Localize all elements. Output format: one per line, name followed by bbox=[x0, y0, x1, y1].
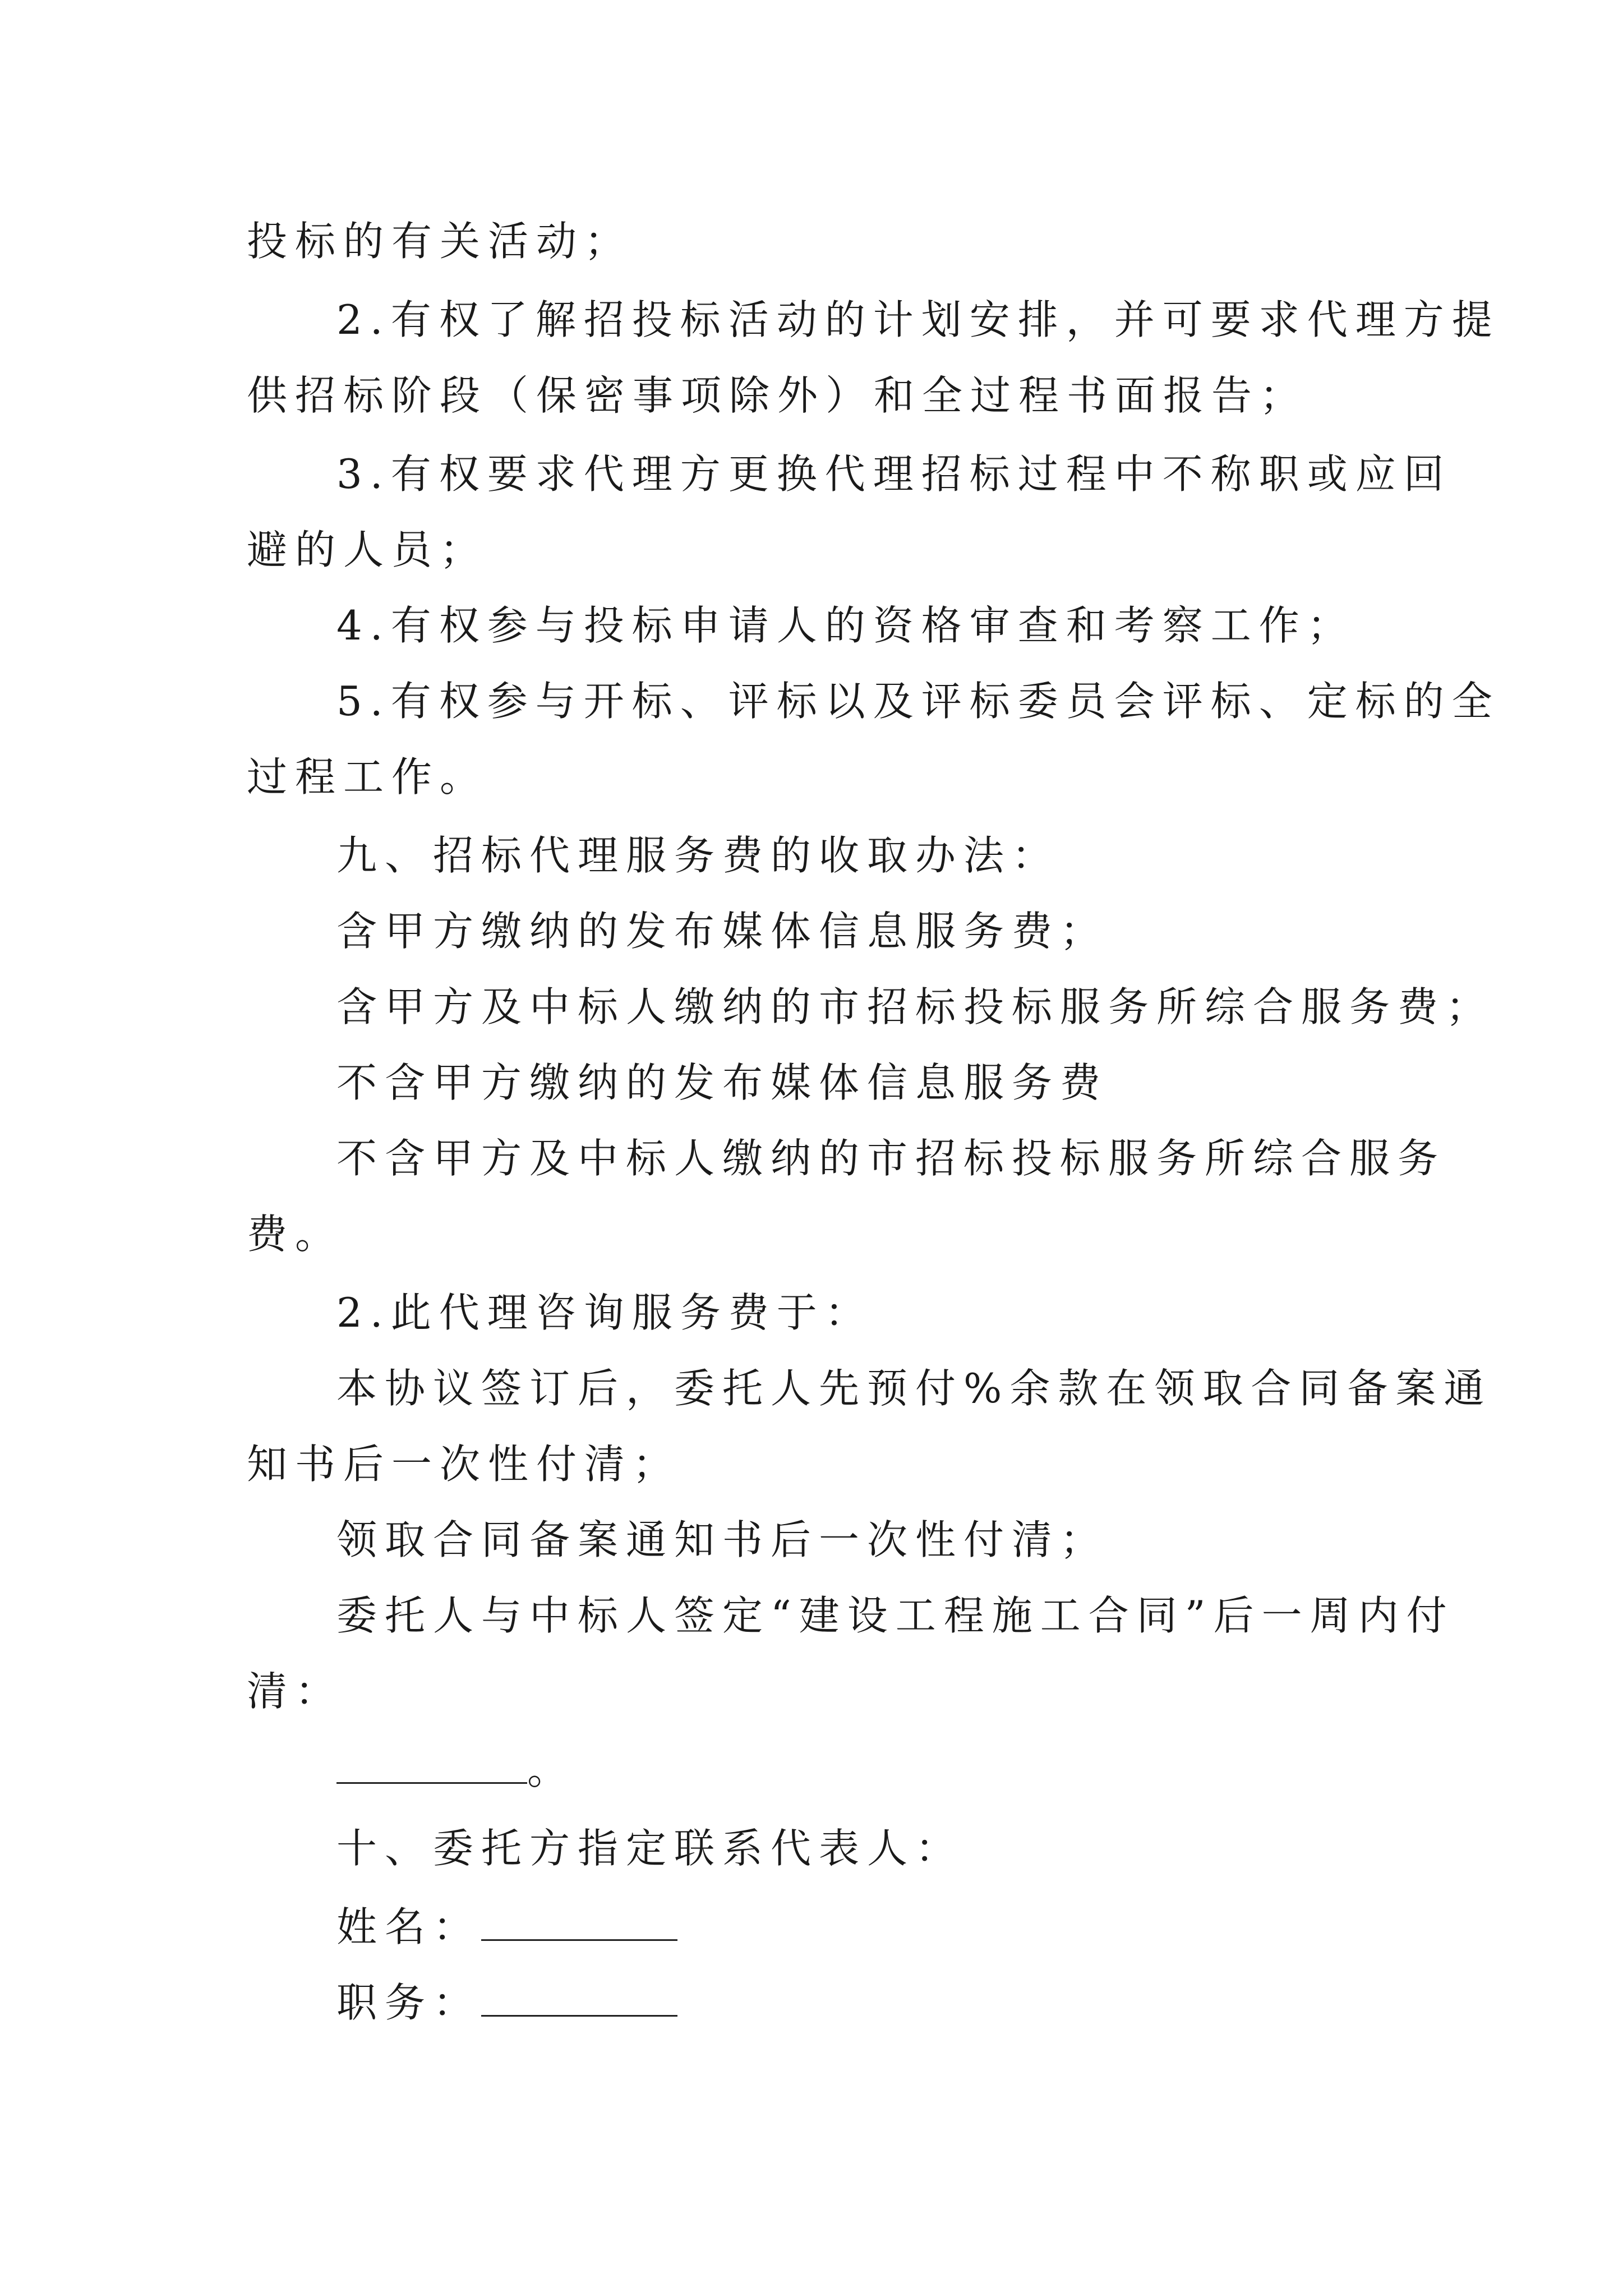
text-line: 含甲方及中标人缴纳的市招标投标服务所综合服务费； bbox=[336, 983, 1495, 1030]
name-label: 姓名： bbox=[336, 1903, 482, 1950]
name-field[interactable] bbox=[481, 1906, 677, 1941]
text-line: 3.有权要求代理方更换代理招标过程中不称职或应回 bbox=[336, 450, 1452, 498]
text-line: 不含甲方及中标人缴纳的市招标投标服务所综合服务 bbox=[336, 1135, 1446, 1182]
name-row bbox=[336, 1899, 677, 1955]
position-field[interactable] bbox=[481, 1981, 677, 2017]
text-line: 知书后一次性付清； bbox=[247, 1441, 681, 1488]
text-line: 本协议签订后，委托人先预付%余款在领取合同备案通 bbox=[336, 1365, 1492, 1412]
text-line: 2.此代理咨询服务费于： bbox=[336, 1289, 873, 1336]
text-line: 委托人与中标人签定“建设工程施工合同”后一周内付 bbox=[336, 1592, 1455, 1639]
text-line: 2.有权了解招投标活动的计划安排，并可要求代理方提 bbox=[336, 296, 1500, 343]
text-line: 5.有权参与开标、评标以及评标委员会评标、定标的全 bbox=[336, 678, 1500, 725]
text-line: 清： bbox=[247, 1668, 344, 1715]
fill-in-blank[interactable] bbox=[336, 1749, 527, 1784]
blank-line bbox=[336, 1742, 575, 1798]
text-line: 避的人员； bbox=[247, 526, 488, 573]
text-line: 费。 bbox=[247, 1211, 344, 1258]
period-mark: 。 bbox=[527, 1746, 576, 1793]
section-heading: 十、委托方指定联系代表人： bbox=[336, 1825, 964, 1872]
text-line: 供招标阶段（保密事项除外）和全过程书面报告； bbox=[247, 372, 1308, 419]
text-line: 4.有权参与投标申请人的资格审查和考察工作； bbox=[336, 602, 1355, 649]
text-line: 不含甲方缴纳的发布媒体信息服务费 bbox=[336, 1059, 1109, 1106]
position-label: 职务： bbox=[336, 1979, 482, 2026]
position-row bbox=[336, 1975, 677, 2031]
text-line: 过程工作。 bbox=[247, 753, 488, 800]
text-line: 领取合同备案通知书后一次性付清； bbox=[336, 1516, 1109, 1563]
text-line: 含甲方缴纳的发布媒体信息服务费； bbox=[336, 908, 1109, 955]
section-heading: 九、招标代理服务费的收取办法： bbox=[336, 832, 1061, 879]
text-line: 投标的有关活动； bbox=[247, 218, 633, 265]
